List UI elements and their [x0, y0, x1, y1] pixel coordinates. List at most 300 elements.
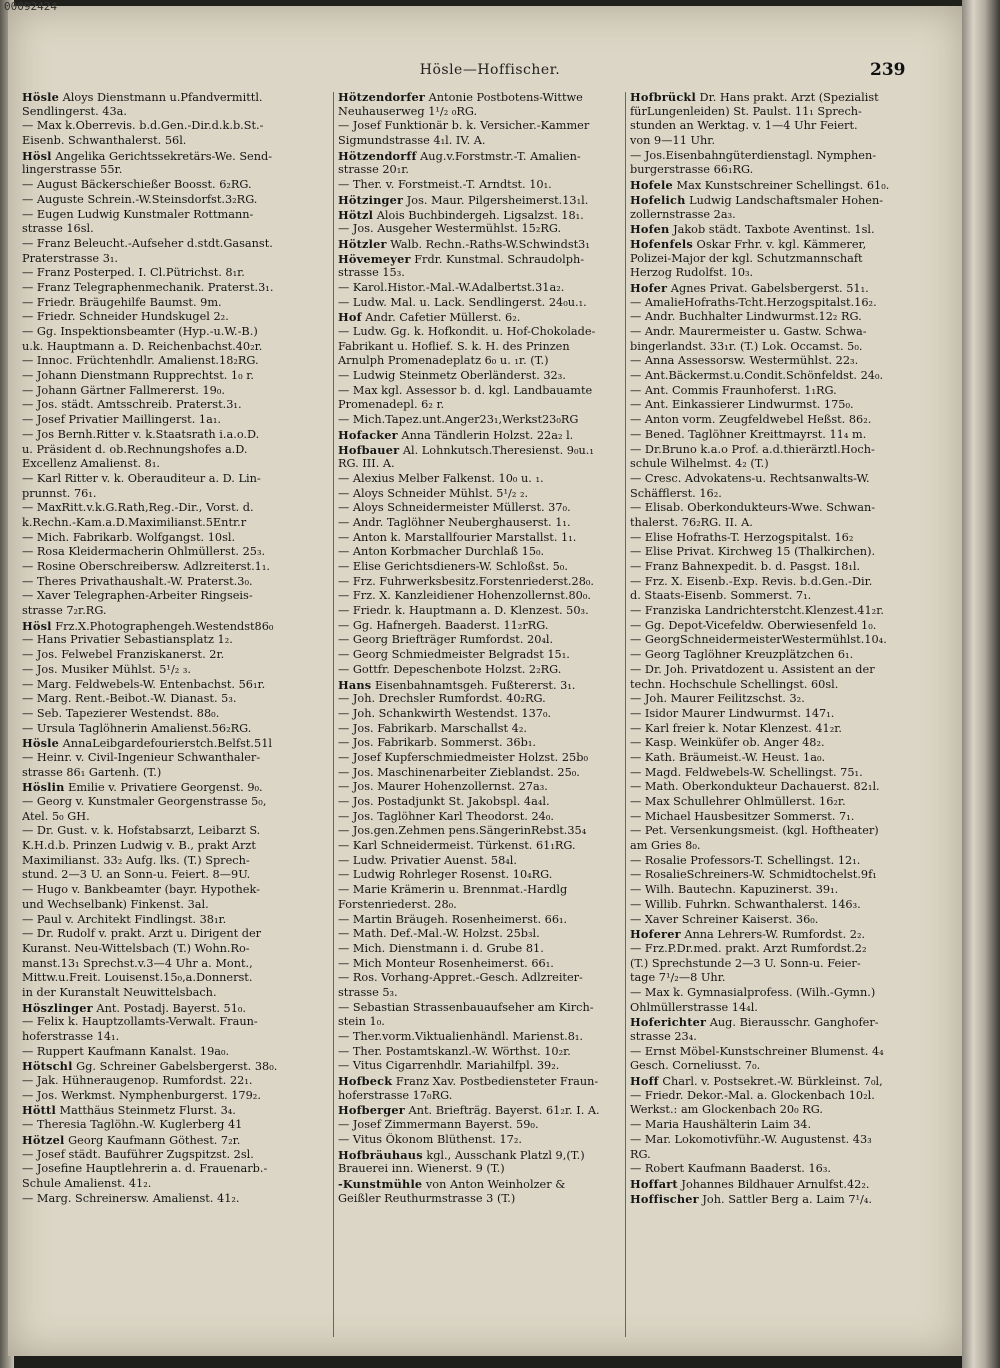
- entry-text: — Elise Privat. Kirchweg 15 (Thalkirchen).: [630, 545, 876, 559]
- entry-text: — Ant. Commis Fraunhoferst. 1₁RG.: [630, 383, 837, 397]
- directory-entry-line: [338, 105, 628, 120]
- surname-heading: Hoffischer: [630, 1191, 699, 1206]
- directory-entry-line: [630, 178, 902, 193]
- directory-entry-line: [630, 1148, 902, 1163]
- directory-entry-line: [630, 487, 902, 502]
- entry-text: Forstenriederst. 28₀.: [338, 897, 457, 911]
- directory-entry-line: [22, 1177, 332, 1192]
- directory-entry-line: [338, 193, 628, 208]
- entry-text: — Jak. Hühneraugenop. Rumfordst. 22₁.: [22, 1074, 253, 1088]
- entry-text: — Frz.P.Dr.med. prakt. Arzt Rumfordst.2₂: [630, 941, 867, 955]
- entry-text: — Gg. Inspektionsbeamter (Hyp.-u.W.-B.): [22, 325, 258, 338]
- directory-entry-line: [630, 1177, 902, 1192]
- entry-text: Sigmundstrasse 4₁l. IV. A.: [338, 134, 486, 148]
- entry-text: — Theres Privathaushalt.-W. Praterst.3₀.: [22, 574, 253, 588]
- directory-entry-line: [22, 633, 332, 648]
- entry-text: — Eugen Ludwig Kunstmaler Rottmann-: [22, 207, 254, 221]
- entry-text: — Marg. Feldwebels-W. Entenbachst. 56₁r.: [22, 677, 266, 691]
- entry-text: — Vitus Ökonom Blüthenst. 17₂.: [338, 1132, 522, 1146]
- surname-heading: Hötzendorff: [338, 148, 417, 163]
- entry-text: Aug. Bierausschr. Ganghofer-: [706, 1016, 879, 1030]
- entry-text: — Jos. Postadjunkt St. Jakobspl. 4a₄l.: [338, 795, 550, 808]
- entry-text: Agnes Privat. Gabelsbergerst. 51₁.: [667, 281, 869, 295]
- entry-text: — Mich. Fabrikarb. Wolfgangst. 10sl.: [22, 530, 236, 544]
- directory-entry-line: [338, 1192, 628, 1207]
- entry-text: — Jos Bernh.Ritter v. k.Staatsrath i.a.o.D.: [22, 427, 260, 441]
- entry-text: Kuranst. Neu-Wittelsbach (T.) Wohn.Ro-: [22, 941, 250, 955]
- directory-entry-line: [338, 663, 628, 678]
- entry-text: — Hugo v. Bankbeamter (bayr. Hypothek-: [22, 883, 260, 897]
- directory-entry-line: [338, 1148, 628, 1163]
- entry-text: strasse 16sl.: [22, 222, 94, 236]
- right-page-edge: [962, 0, 1000, 1368]
- directory-entry-line: [338, 1177, 628, 1192]
- entry-text: — Friedr. Bräugehilfe Baumst. 9m.: [22, 295, 222, 309]
- entry-text: Praterstrasse 3₁.: [22, 251, 119, 265]
- directory-entry-line: [630, 105, 902, 120]
- directory-entry-line: [338, 208, 628, 223]
- entry-text: — Ludwig Rohrleger Rosenst. 10₄RG.: [338, 868, 553, 882]
- directory-entry-line: [338, 369, 628, 384]
- entry-text: Maximilianst. 33₂ Aufg. lks. (T.) Sprech-: [22, 853, 250, 867]
- entry-text: Gesch. Corneliusst. 7₀.: [630, 1059, 761, 1073]
- entry-text: Geißler Reuthurmstrasse 3 (T.): [338, 1191, 516, 1205]
- entry-text: — Andr. Taglöhner Neuberghauserst. 1₁.: [338, 515, 571, 529]
- entry-text: Oskar Frhr. v. kgl. Kämmerer,: [692, 237, 867, 251]
- directory-entry-line: [22, 868, 332, 883]
- directory-entry-line: [338, 927, 628, 942]
- entry-text: Aloys Dienstmann u.Pfandvermittl.: [59, 91, 263, 104]
- directory-entry-line: [630, 913, 902, 928]
- directory-entry-line: [630, 119, 902, 134]
- directory-entry-line: [630, 898, 902, 913]
- directory-entry-line: [338, 1118, 628, 1133]
- directory-entry-line: [338, 854, 628, 869]
- entry-text: — Maria Haushälterin Laim 34.: [630, 1118, 812, 1132]
- directory-entry-line: [22, 1133, 332, 1148]
- entry-text: — Ludw. Mal. u. Lack. Sendlingerst. 24₀u.₁.: [338, 295, 587, 309]
- entry-text: Fabrikant u. Hoflief. S. k. H. des Prinzen: [338, 339, 570, 353]
- directory-entry-line: [630, 780, 902, 795]
- directory-entry-line: [630, 1133, 902, 1148]
- directory-entry-line: [22, 619, 332, 634]
- entry-text: — Georg Taglöhner Kreuzplätzchen 6₁.: [630, 648, 854, 662]
- entry-text: — August Bäckerschießer Boosst. 6₂RG.: [22, 178, 252, 192]
- directory-entry-line: [338, 501, 628, 516]
- entry-text: k.Rechn.-Kam.a.D.Maximilianst.5Entr.r: [22, 515, 247, 529]
- surname-heading: Hötschl: [22, 1059, 73, 1074]
- entry-text: — Martin Bräugeh. Rosenheimerst. 66₁.: [338, 912, 568, 926]
- scan-id: 00092424: [4, 0, 57, 13]
- entry-text: — Frz. X. Eisenb.-Exp. Revis. b.d.Gen.-Dir.: [630, 574, 873, 588]
- directory-entry-line: [22, 163, 332, 178]
- directory-entry-line: [22, 971, 332, 986]
- directory-entry-line: [338, 281, 628, 296]
- directory-entry-line: [630, 1001, 902, 1016]
- directory-entry-line: [22, 222, 332, 237]
- directory-entry-line: [22, 1148, 332, 1163]
- entry-text: — Jos. städt. Amtsschreib. Praterst.3₁.: [22, 398, 242, 412]
- directory-entry-line: [630, 193, 902, 208]
- column-rule: [333, 92, 334, 1337]
- directory-entry-line: [22, 487, 332, 502]
- entry-text: — Xaver Telegraphen-Arbeiter Ringseis-: [22, 589, 253, 603]
- directory-entry-line: [338, 252, 628, 267]
- directory-column-2: [338, 90, 628, 1206]
- entry-text: Dr. Hans prakt. Arzt (Spezialist: [695, 91, 879, 104]
- entry-text: — Rosa Kleidermacherin Ohlmüllerst. 25₃.: [22, 545, 266, 559]
- entry-text: — Anton vorm. Zeugfeldwebel Heßst. 86₂.: [630, 413, 872, 427]
- entry-text: Atel. 5₀ GH.: [22, 809, 90, 823]
- entry-text: — Johann Dienstmann Rupprechtst. 1₀ r.: [22, 369, 254, 383]
- entry-text: — Isidor Maurer Lindwurmst. 147₁.: [630, 706, 835, 720]
- directory-entry-line: [338, 678, 628, 693]
- directory-entry-line: [338, 766, 628, 781]
- directory-entry-line: [22, 575, 332, 590]
- entry-text: hoferstrasse 17₀RG.: [338, 1088, 453, 1102]
- directory-entry-line: [630, 369, 902, 384]
- directory-entry-line: [630, 340, 902, 355]
- entry-text: Mittw.u.Freit. Louisenst.15₀,a.Donnerst.: [22, 971, 253, 985]
- directory-entry-line: [338, 1162, 628, 1177]
- directory-entry-line: [22, 942, 332, 957]
- entry-text: — Jos. Maurer Hohenzollernst. 27a₃.: [338, 780, 548, 794]
- directory-entry-line: [22, 457, 332, 472]
- directory-entry-line: [22, 692, 332, 707]
- directory-entry-line: [22, 90, 332, 105]
- entry-text: — Karl freier k. Notar Klenzest. 41₂r.: [630, 721, 843, 735]
- directory-column-1: [22, 90, 332, 1206]
- directory-entry-line: [630, 310, 902, 325]
- surname-heading: Hofbeck: [338, 1074, 393, 1089]
- entry-text: — Willib. Fuhrkn. Schwanthalerst. 146₃.: [630, 897, 861, 911]
- directory-entry-line: [338, 868, 628, 883]
- entry-text: — Wilh. Bautechn. Kapuzinerst. 39₁.: [630, 883, 839, 897]
- surname-heading: Hofbauer: [338, 442, 400, 457]
- entry-text: schule Wilhelmst. 4₂ (T.): [630, 457, 769, 471]
- directory-entry-line: [630, 795, 902, 810]
- directory-entry-line: [630, 90, 902, 105]
- entry-text: — Elisab. Oberkondukteurs-Wwe. Schwan-: [630, 501, 876, 515]
- entry-text: — Rosine Oberschreibersw. Adlzreiterst.1₁.: [22, 560, 270, 573]
- directory-entry-line: [630, 604, 902, 619]
- directory-entry-line: [338, 913, 628, 928]
- entry-text: — Anton Korbmacher Durchlaß 15₀.: [338, 545, 545, 559]
- directory-entry-line: [22, 193, 332, 208]
- directory-entry-line: [22, 854, 332, 869]
- directory-entry-line: [22, 1192, 332, 1207]
- surname-heading: Hötzinger: [338, 192, 404, 207]
- directory-entry-line: [338, 516, 628, 531]
- entry-text: — Franz Posterped. I. Cl.Pütrichst. 8₁r.: [22, 266, 245, 280]
- directory-entry-line: [630, 854, 902, 869]
- directory-entry-line: [338, 119, 628, 134]
- directory-entry-line: [338, 810, 628, 825]
- surname-heading: Hofbrückl: [630, 90, 696, 104]
- entry-text: von 9—11 Uhr.: [630, 134, 716, 148]
- surname-heading: Hövemeyer: [338, 251, 411, 266]
- directory-entry-line: [22, 795, 332, 810]
- directory-entry-line: [22, 354, 332, 369]
- entry-text: — Josef Privatier Maillingerst. 1a₁.: [22, 413, 221, 427]
- entry-text: — Aloys Schneidermeister Müllerst. 37₀.: [338, 501, 571, 515]
- entry-text: — Dr. Rudolf v. prakt. Arzt u. Dirigent der: [22, 927, 262, 941]
- entry-text: Alois Buchbindergeh. Ligsalzst. 18₁.: [373, 208, 584, 222]
- entry-text: kgl., Ausschank Platzl 9,(T.): [422, 1148, 585, 1162]
- entry-text: — Dr. Gust. v. k. Hofstabsarzt, Leibarzt S.: [22, 824, 261, 838]
- directory-entry-line: [22, 384, 332, 399]
- entry-text: Angelika Gerichtssekretärs-We. Send-: [51, 149, 273, 163]
- directory-entry-line: [22, 531, 332, 546]
- directory-entry-line: [22, 545, 332, 560]
- directory-entry-line: [22, 648, 332, 663]
- directory-entry-line: [630, 1030, 902, 1045]
- directory-entry-line: [22, 398, 332, 413]
- entry-text: Neuhauserweg 1¹/₂ ₀RG.: [338, 104, 478, 118]
- directory-entry-line: [22, 413, 332, 428]
- directory-entry-line: [22, 105, 332, 120]
- entry-text: Andr. Cafetier Müllerst. 6₂.: [361, 311, 521, 325]
- entry-text: — Ant.Bäckermst.u.Condit.Schönfeldst. 24₀.: [630, 369, 884, 383]
- entry-text: — Andr. Maurermeister u. Gastw. Schwa-: [630, 325, 867, 338]
- entry-text: Excellenz Amalienst. 8₁.: [22, 457, 160, 471]
- surname-heading: -Kunstmühle: [338, 1176, 423, 1191]
- surname-heading: Hofenfels: [630, 236, 693, 251]
- entry-text: — Georg Briefträger Rumfordst. 20₄l.: [338, 633, 554, 647]
- entry-text: stein 1₀.: [338, 1015, 385, 1029]
- surname-heading: Hofer: [630, 280, 668, 295]
- directory-entry-line: [630, 163, 902, 178]
- entry-text: — Alexius Melber Falkenst. 10₀ u. ₁.: [338, 471, 544, 485]
- entry-text: Gg. Schreiner Gabelsbergerst. 38₀.: [72, 1060, 278, 1074]
- entry-text: AnnaLeibgardefourierstch.Belfst.51l: [59, 737, 272, 751]
- entry-text: u.k. Hauptmann a. D. Reichenbachst.40₂r.: [22, 339, 263, 353]
- entry-text: — Max Schullehrer Ohlmüllerst. 16₂r.: [630, 795, 846, 808]
- entry-text: Schule Amalienst. 41₂.: [22, 1176, 152, 1190]
- directory-entry-line: [22, 472, 332, 487]
- surname-heading: Hötzel: [22, 1132, 65, 1147]
- entry-text: — Johann Gärtner Fallmererst. 19₀.: [22, 383, 225, 397]
- entry-text: — Kasp. Weinküfer ob. Anger 48₂.: [630, 736, 825, 750]
- entry-text: — Georg Schmiedmeister Belgradst 15₁.: [338, 648, 570, 662]
- entry-text: — Ludw. Gg. k. Hofkondit. u. Hof-Chokolade-: [338, 325, 596, 338]
- entry-text: Charl. v. Postsekret.-W. Bürkleinst. 7₀l,: [658, 1075, 883, 1089]
- surname-heading: Hofen: [630, 222, 670, 237]
- entry-text: — Anton k. Marstallfourier Marstallst. 1₁.: [338, 530, 577, 544]
- directory-entry-line: [630, 443, 902, 458]
- directory-entry-line: [22, 134, 332, 149]
- directory-entry-line: [630, 633, 902, 648]
- directory-entry-line: [338, 1030, 628, 1045]
- entry-text: von Anton Weinholzer &: [422, 1177, 566, 1191]
- directory-entry-line: [338, 1045, 628, 1060]
- entry-text: Promenadepl. 6₂ r.: [338, 398, 445, 412]
- directory-entry-line: [338, 545, 628, 560]
- directory-entry-line: [630, 428, 902, 443]
- entry-text: — Rosalie Professors-T. Schellingst. 12₁.: [630, 853, 861, 867]
- entry-text: K.H.d.b. Prinzen Ludwig v. B., prakt Arzt: [22, 839, 256, 853]
- directory-entry-line: [630, 810, 902, 825]
- directory-entry-line: [630, 619, 902, 634]
- surname-heading: Hoferichter: [630, 1015, 707, 1030]
- entry-text: — Elise Gerichtsdieners-W. Schloßst. 5₀.: [338, 560, 568, 573]
- entry-text: Werkst.: am Glockenbach 20₀ RG.: [630, 1103, 823, 1117]
- surname-heading: Höslin: [22, 780, 65, 795]
- directory-entry-line: [630, 957, 902, 972]
- entry-text: Emilie v. Privatiere Georgenst. 9₀.: [64, 781, 263, 795]
- entry-text: und Wechselbank) Finkenst. 3al.: [22, 897, 209, 911]
- surname-heading: Hösle: [22, 90, 60, 104]
- directory-entry-line: [22, 957, 332, 972]
- directory-entry-line: [22, 325, 332, 340]
- entry-text: Arnulph Promenadeplatz 6₀ u. ₁r. (T.): [338, 354, 549, 368]
- entry-text: Max Kunstschreiner Schellingst. 61₀.: [672, 179, 890, 193]
- entry-text: — Joh. Drechsler Rumfordst. 40₂RG.: [338, 692, 546, 706]
- entry-text: — Friedr. Dekor.-Mal. a. Glockenbach 10₂l.: [630, 1088, 875, 1102]
- entry-text: — Jos. Musiker Mühlst. 5¹/₂ ₃.: [22, 662, 191, 676]
- directory-entry-line: [630, 883, 902, 898]
- entry-text: — Jos. Ausgeher Westermühlst. 15₂RG.: [338, 222, 562, 236]
- directory-entry-line: [630, 1103, 902, 1118]
- entry-text: — Vitus Cigarrenhdlr. Mariahilfpl. 39₂.: [338, 1059, 560, 1073]
- directory-entry-line: [630, 457, 902, 472]
- entry-text: tage 7¹/₂—8 Uhr.: [630, 971, 726, 985]
- entry-text: bingerlandst. 33₁r. (T.) Lok. Occamst. 5₀.: [630, 339, 863, 353]
- entry-text: — Andr. Buchhalter Lindwurmst.12₂ RG.: [630, 310, 862, 324]
- directory-entry-line: [22, 281, 332, 296]
- surname-heading: Höttl: [22, 1103, 56, 1118]
- directory-entry-line: [22, 678, 332, 693]
- entry-text: — Math. Def.-Mal.-W. Holzst. 25b₃l.: [338, 927, 540, 941]
- directory-entry-line: [338, 898, 628, 913]
- entry-text: — Josef Kupferschmiedmeister Holzst. 25b₀: [338, 750, 588, 764]
- directory-entry-line: [22, 340, 332, 355]
- directory-entry-line: [338, 90, 628, 105]
- directory-entry-line: [338, 134, 628, 149]
- entry-text: Walb. Rechn.-Raths-W.Schwindst3₁: [386, 237, 590, 251]
- directory-entry-line: [630, 692, 902, 707]
- entry-text: — Franziska Landrichterstcht.Klenzest.41₂r.: [630, 604, 884, 618]
- directory-entry-line: [630, 1015, 902, 1030]
- directory-entry-line: [22, 898, 332, 913]
- directory-entry-line: [338, 178, 628, 193]
- entry-text: — GeorgSchneidermeisterWestermühlst.10₄.: [630, 633, 887, 647]
- directory-entry-line: [22, 1118, 332, 1133]
- directory-entry-line: [338, 736, 628, 751]
- directory-entry-line: [338, 237, 628, 252]
- entry-text: — Jos. Taglöhner Karl Theodorst. 24₀.: [338, 809, 554, 823]
- entry-text: RG.: [630, 1147, 651, 1161]
- directory-entry-line: [630, 663, 902, 678]
- directory-entry-line: [630, 398, 902, 413]
- entry-text: — Frz. Fuhrwerksbesitz.Forstenriederst.28₀.: [338, 574, 595, 588]
- surname-heading: Hofberger: [338, 1103, 405, 1118]
- directory-entry-line: [22, 927, 332, 942]
- entry-text: — Jos. Fabrikarb. Marschallst 4₂.: [338, 721, 527, 735]
- directory-entry-line: [338, 398, 628, 413]
- entry-text: — Max k.Oberrevis. b.d.Gen.-Dir.d.k.b.St.-: [22, 119, 264, 133]
- directory-entry-line: [22, 1162, 332, 1177]
- directory-entry-line: [338, 354, 628, 369]
- directory-entry-line: [22, 1045, 332, 1060]
- directory-entry-line: [338, 589, 628, 604]
- entry-text: — Karl Schneidermeist. Türkenst. 61₁RG.: [338, 839, 576, 853]
- directory-entry-line: [338, 692, 628, 707]
- entry-text: — Karol.Histor.-Mal.-W.Adalbertst.31a₂.: [338, 280, 565, 294]
- directory-entry-line: [630, 751, 902, 766]
- entry-text: — Jos.Eisenbahngüterdienstagl. Nymphen-: [630, 148, 877, 162]
- directory-entry-line: [22, 913, 332, 928]
- entry-text: strasse 20₁r.: [338, 163, 409, 177]
- directory-entry-line: [338, 1133, 628, 1148]
- surname-heading: Hötzendorfer: [338, 90, 426, 104]
- directory-entry-line: [630, 472, 902, 487]
- directory-entry-line: [630, 384, 902, 399]
- entry-text: — Ruppert Kaufmann Kanalst. 19a₀.: [22, 1044, 230, 1058]
- directory-entry-line: [22, 1103, 332, 1118]
- directory-entry-line: [338, 531, 628, 546]
- entry-text: fürLungenleiden) St. Paulst. 11₁ Sprech-: [630, 104, 862, 118]
- entry-text: Brauerei inn. Wienerst. 9 (T.): [338, 1162, 505, 1176]
- directory-entry-line: [630, 575, 902, 590]
- directory-entry-line: [338, 325, 628, 340]
- entry-text: — Pet. Versenkungsmeist. (kgl. Hoftheater): [630, 824, 879, 838]
- surname-heading: Hoffart: [630, 1176, 678, 1191]
- entry-text: — Magd. Feldwebels-W. Schellingst. 75₁.: [630, 765, 863, 779]
- directory-entry-line: [630, 986, 902, 1001]
- surname-heading: Hans: [338, 677, 372, 692]
- directory-entry-line: [22, 1015, 332, 1030]
- entry-text: techn. Hochschule Schellingst. 60sl.: [630, 677, 839, 691]
- directory-entry-line: [22, 766, 332, 781]
- running-head: Hösle—Hoffischer.: [419, 62, 561, 78]
- entry-text: — Friedr. k. Hauptmann a. D. Klenzest. 50₃.: [338, 604, 589, 618]
- surname-heading: Hof: [338, 310, 362, 325]
- directory-entry-line: [22, 1089, 332, 1104]
- surname-heading: Hofelich: [630, 192, 686, 207]
- directory-entry-line: [22, 883, 332, 898]
- surname-heading: Hösle: [22, 736, 60, 751]
- directory-entry-line: [630, 722, 902, 737]
- entry-text: manst.13₁ Sprechst.v.3—4 Uhr a. Mont.,: [22, 956, 253, 970]
- directory-entry-line: [630, 589, 902, 604]
- entry-text: — Bened. Taglöhner Kreittmayrst. 11₄ m.: [630, 427, 867, 441]
- entry-text: — Theresia Taglöhn.-W. Kuglerberg 41: [22, 1118, 243, 1132]
- entry-text: Polizei-Major der kgl. Schutzmannschaft: [630, 251, 863, 265]
- directory-entry-line: [338, 751, 628, 766]
- entry-text: Frdr. Kunstmal. Schraudolph-: [410, 252, 585, 266]
- entry-text: — Mich. Dienstmann i. d. Grube 81.: [338, 941, 544, 955]
- surname-heading: Hötzl: [338, 207, 374, 222]
- directory-entry-line: [338, 942, 628, 957]
- directory-entry-line: [630, 707, 902, 722]
- directory-entry-line: [22, 707, 332, 722]
- directory-entry-line: [22, 149, 332, 164]
- directory-entry-line: [22, 824, 332, 839]
- directory-entry-line: [338, 648, 628, 663]
- surname-heading: Hoferer: [630, 927, 681, 942]
- directory-entry-line: [630, 296, 902, 311]
- directory-entry-line: [338, 443, 628, 458]
- directory-entry-line: [630, 237, 902, 252]
- entry-text: prunnst. 76₁.: [22, 486, 97, 500]
- entry-text: — Josefine Hauptlehrerin a. d. Frauenarb.-: [22, 1162, 268, 1176]
- entry-text: — Heinr. v. Civil-Ingenieur Schwanthaler-: [22, 750, 261, 764]
- entry-text: Ludwig Landschaftsmaler Hohen-: [685, 193, 884, 207]
- directory-entry-line: [338, 780, 628, 795]
- directory-entry-line: [630, 560, 902, 575]
- directory-entry-line: [630, 516, 902, 531]
